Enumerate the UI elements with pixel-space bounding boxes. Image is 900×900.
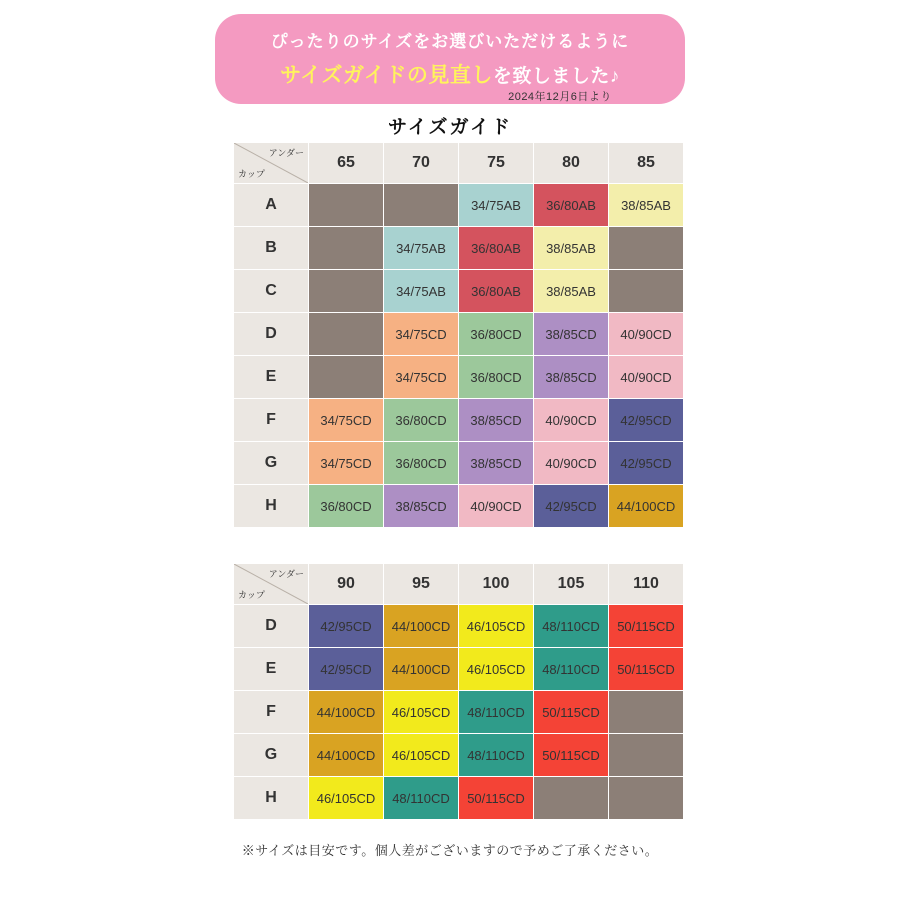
size-cell: 48/110CD bbox=[384, 777, 459, 820]
cup-label: カップ bbox=[238, 590, 265, 600]
size-cell: 48/110CD bbox=[459, 734, 534, 777]
row-header-cup: B bbox=[234, 227, 309, 270]
table-row bbox=[234, 270, 684, 313]
row-header-cup: G bbox=[234, 734, 309, 777]
size-cell: 44/100CD bbox=[309, 691, 384, 734]
table-row bbox=[234, 313, 684, 356]
under-label: アンダー bbox=[268, 569, 304, 579]
row-header-cup: A bbox=[234, 184, 309, 227]
size-cell: 48/110CD bbox=[534, 648, 609, 691]
size-cell: 38/85CD bbox=[534, 356, 609, 399]
size-cell: 40/90CD bbox=[459, 485, 534, 528]
size-cell: 38/85CD bbox=[534, 313, 609, 356]
size-cell: 34/75CD bbox=[309, 399, 384, 442]
size-cell: 34/75CD bbox=[309, 442, 384, 485]
size-cell: 44/100CD bbox=[309, 734, 384, 777]
size-cell: 42/95CD bbox=[309, 605, 384, 648]
column-header: 90 bbox=[309, 564, 384, 605]
table-row bbox=[234, 184, 684, 227]
size-cell-empty bbox=[309, 184, 384, 227]
size-cell-empty bbox=[309, 227, 384, 270]
size-cell: 36/80CD bbox=[459, 356, 534, 399]
size-cell: 36/80CD bbox=[384, 442, 459, 485]
size-cell: 48/110CD bbox=[459, 691, 534, 734]
size-table-2-wrapper bbox=[233, 563, 684, 820]
column-header: 75 bbox=[459, 143, 534, 184]
row-header-cup: H bbox=[234, 485, 309, 528]
table-row bbox=[234, 399, 684, 442]
table-row bbox=[234, 442, 684, 485]
size-cell: 38/85CD bbox=[459, 399, 534, 442]
size-cell: 36/80AB bbox=[459, 270, 534, 313]
page-title: サイズガイド bbox=[388, 117, 512, 138]
size-table-1-body bbox=[234, 184, 684, 528]
banner-line-1: ぴったりのサイズをお選びいただけるように bbox=[270, 32, 630, 51]
table-row bbox=[234, 227, 684, 270]
table-row bbox=[234, 691, 684, 734]
table-header-row bbox=[234, 564, 684, 605]
size-cell: 50/115CD bbox=[534, 691, 609, 734]
size-table-1 bbox=[233, 142, 684, 528]
size-cell-empty bbox=[384, 184, 459, 227]
size-cell: 36/80AB bbox=[459, 227, 534, 270]
column-header: 65 bbox=[309, 143, 384, 184]
size-cell: 36/80CD bbox=[384, 399, 459, 442]
table-row bbox=[234, 734, 684, 777]
size-cell: 44/100CD bbox=[609, 485, 684, 528]
size-cell: 36/80AB bbox=[534, 184, 609, 227]
row-header-cup: D bbox=[234, 313, 309, 356]
size-cell: 46/105CD bbox=[459, 605, 534, 648]
size-cell: 42/95CD bbox=[609, 399, 684, 442]
size-cell: 50/115CD bbox=[609, 605, 684, 648]
effective-date-text: 2024年12月6日より bbox=[508, 91, 612, 103]
row-header-cup: H bbox=[234, 777, 309, 820]
size-cell: 42/95CD bbox=[534, 485, 609, 528]
banner-line-2 bbox=[245, 59, 655, 89]
size-cell: 34/75AB bbox=[384, 270, 459, 313]
size-table-2-head bbox=[234, 564, 684, 605]
size-cell: 48/110CD bbox=[534, 605, 609, 648]
size-cell-empty bbox=[534, 777, 609, 820]
row-header-cup: F bbox=[234, 399, 309, 442]
size-cell: 40/90CD bbox=[534, 399, 609, 442]
size-cell-empty bbox=[609, 734, 684, 777]
size-cell-empty bbox=[609, 691, 684, 734]
table-row bbox=[234, 485, 684, 528]
size-cell: 40/90CD bbox=[534, 442, 609, 485]
row-header-cup: D bbox=[234, 605, 309, 648]
row-header-cup: E bbox=[234, 356, 309, 399]
size-cell: 50/115CD bbox=[459, 777, 534, 820]
size-cell: 38/85CD bbox=[459, 442, 534, 485]
size-cell: 40/90CD bbox=[609, 356, 684, 399]
row-header-cup: C bbox=[234, 270, 309, 313]
size-cell: 38/85AB bbox=[609, 184, 684, 227]
size-cell-empty bbox=[609, 227, 684, 270]
size-cell: 36/80CD bbox=[309, 485, 384, 528]
column-header: 85 bbox=[609, 143, 684, 184]
footnote: ※サイズは目安です。個人差がございますので予めご了承ください。 bbox=[241, 843, 659, 858]
size-cell: 42/95CD bbox=[309, 648, 384, 691]
size-table-2-body bbox=[234, 605, 684, 820]
size-table-1-head bbox=[234, 143, 684, 184]
column-header: 105 bbox=[534, 564, 609, 605]
table-row bbox=[234, 605, 684, 648]
table-row bbox=[234, 356, 684, 399]
size-cell: 38/85CD bbox=[384, 485, 459, 528]
size-cell: 46/105CD bbox=[384, 734, 459, 777]
size-table-2 bbox=[233, 563, 684, 820]
size-cell: 44/100CD bbox=[384, 648, 459, 691]
table-row bbox=[234, 648, 684, 691]
size-cell: 46/105CD bbox=[384, 691, 459, 734]
size-cell: 50/115CD bbox=[534, 734, 609, 777]
cup-label: カップ bbox=[238, 169, 265, 179]
size-cell-empty bbox=[609, 270, 684, 313]
size-cell: 34/75AB bbox=[459, 184, 534, 227]
size-cell: 42/95CD bbox=[609, 442, 684, 485]
table-header-row bbox=[234, 143, 684, 184]
size-cell: 34/75CD bbox=[384, 313, 459, 356]
size-cell: 50/115CD bbox=[609, 648, 684, 691]
row-header-cup: G bbox=[234, 442, 309, 485]
size-cell: 40/90CD bbox=[609, 313, 684, 356]
column-header: 70 bbox=[384, 143, 459, 184]
effective-date bbox=[0, 88, 900, 104]
under-label: アンダー bbox=[268, 148, 304, 158]
size-table-1-wrapper bbox=[233, 142, 684, 528]
size-cell: 34/75AB bbox=[384, 227, 459, 270]
size-cell: 38/85AB bbox=[534, 227, 609, 270]
row-header-cup: E bbox=[234, 648, 309, 691]
table-row bbox=[234, 777, 684, 820]
size-cell: 36/80CD bbox=[459, 313, 534, 356]
size-cell: 46/105CD bbox=[459, 648, 534, 691]
column-header: 80 bbox=[534, 143, 609, 184]
column-header: 110 bbox=[609, 564, 684, 605]
column-header: 95 bbox=[384, 564, 459, 605]
row-header-cup: F bbox=[234, 691, 309, 734]
size-cell: 44/100CD bbox=[384, 605, 459, 648]
table-corner-header bbox=[234, 143, 309, 184]
size-cell-empty bbox=[309, 356, 384, 399]
column-header: 100 bbox=[459, 564, 534, 605]
size-cell-empty bbox=[309, 270, 384, 313]
size-cell: 34/75CD bbox=[384, 356, 459, 399]
size-cell-empty bbox=[309, 313, 384, 356]
banner-line-2-rest: を致しました♪ bbox=[492, 66, 620, 87]
table-corner-header bbox=[234, 564, 309, 605]
size-cell: 38/85AB bbox=[534, 270, 609, 313]
banner-emphasis-text: サイズガイドの見直し bbox=[280, 64, 493, 87]
size-cell-empty bbox=[609, 777, 684, 820]
size-cell: 46/105CD bbox=[309, 777, 384, 820]
